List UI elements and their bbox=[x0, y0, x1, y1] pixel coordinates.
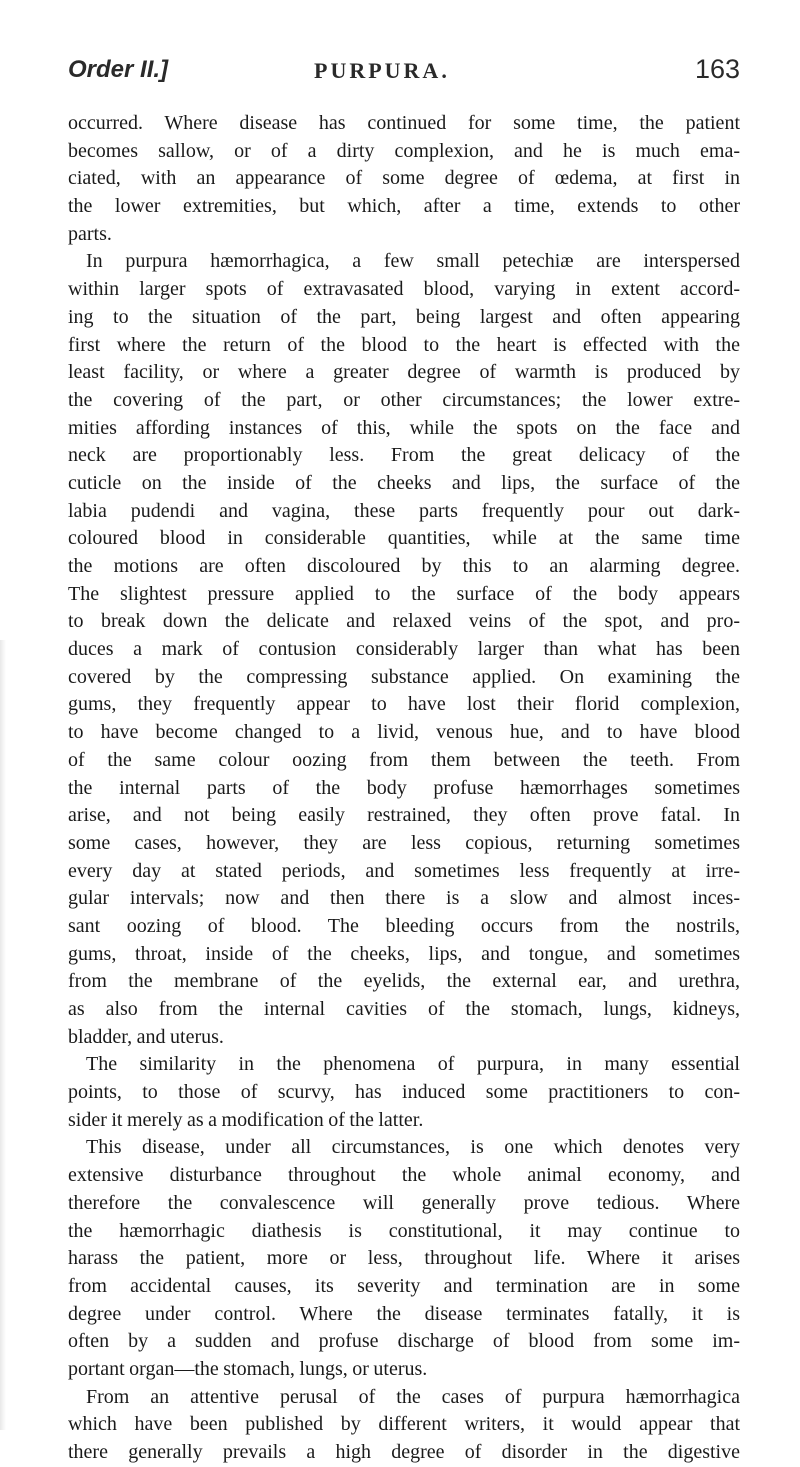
text-line: therefore the convalescence will generally prove tedious. Where bbox=[68, 1191, 740, 1214]
text-line: bladder, and uterus. bbox=[68, 1025, 224, 1048]
text-line: becomes sallow, or of a dirty complexion, and he is much ema- bbox=[68, 139, 740, 162]
text-line: ing to the situation of the part, being largest and often appearing bbox=[68, 305, 740, 328]
text-line: duces a mark of contusion considerably larger than what has been bbox=[68, 638, 740, 661]
text-line: gular intervals; now and then there is a slow and almost inces- bbox=[68, 887, 740, 910]
text-line: the lower extremities, but which, after a time, extends to other bbox=[68, 195, 740, 218]
text-line: which have been published by different writers, it would appear that bbox=[68, 1413, 740, 1436]
text-line: The slightest pressure applied to the surface of the body appears bbox=[68, 582, 740, 605]
header-section: Order II.] bbox=[68, 56, 169, 83]
text-line: within larger spots of extravasated blood, varying in extent accord- bbox=[68, 278, 740, 301]
body-text bbox=[68, 110, 740, 1467]
text-line: often by a sudden and profuse discharge of blood from some im- bbox=[68, 1330, 740, 1353]
text-line: as also from the internal cavities of the stomach, lungs, kidneys, bbox=[68, 998, 740, 1020]
text-line: the covering of the part, or other circumstances; the lower extre- bbox=[68, 388, 740, 411]
text-line: sant oozing of blood. The bleeding occurs from the nostrils, bbox=[68, 914, 740, 937]
text-line: occurred. Where disease has continued for some time, the patient bbox=[68, 112, 740, 134]
text-line: labia pudendi and vagina, these parts frequently pour out dark- bbox=[68, 499, 740, 522]
text-line: from accidental causes, its severity and termination are in some bbox=[68, 1274, 740, 1297]
running-header bbox=[68, 52, 740, 92]
text-line: cuticle on the inside of the cheeks and lips, the surface of the bbox=[68, 471, 740, 494]
text-line: arise, and not being easily restrained, they often prove fatal. In bbox=[68, 804, 740, 827]
text-line: some cases, however, they are less copious, returning sometimes bbox=[68, 831, 740, 854]
text-line: gums, throat, inside of the cheeks, lips, and tongue, and sometimes bbox=[68, 942, 740, 965]
text-line: to have become changed to a livid, venous hue, and to have blood bbox=[68, 721, 740, 744]
text-line: there generally prevails a high degree of disorder in the digestive bbox=[68, 1441, 740, 1463]
text-line: degree under control. Where the disease terminates fatally, it is bbox=[68, 1302, 740, 1325]
text-line: every day at stated periods, and sometimes less frequently at irre- bbox=[68, 859, 740, 882]
text-line: mities affording instances of this, while the spots on the face and bbox=[68, 416, 740, 439]
text-line: From an attentive perusal of the cases of purpura hæmorrhagica bbox=[86, 1385, 740, 1408]
text-line: first where the return of the blood to the heart is effected with the bbox=[68, 333, 740, 356]
text-line: of the same colour oozing from them between the teeth. From bbox=[68, 748, 740, 771]
text-line: portant organ—the stomach, lungs, or uterus. bbox=[68, 1357, 428, 1380]
text-line: the internal parts of the body profuse hæmorrhages sometimes bbox=[68, 776, 740, 799]
text-line: neck are proportionably less. From the great delicacy of the bbox=[68, 444, 740, 467]
text-line: coloured blood in considerable quantities, while at the same time bbox=[68, 527, 740, 550]
text-line: ciated, with an appearance of some degree of œdema, at first in bbox=[68, 167, 740, 190]
page-number: 163 bbox=[694, 54, 740, 84]
text-line: covered by the compressing substance applied. On examining the bbox=[68, 665, 740, 688]
text-line: the hæmorrhagic diathesis is constitutional, it may continue to bbox=[68, 1219, 740, 1242]
header-title: PURPURA. bbox=[314, 58, 450, 83]
text-line: This disease, under all circumstances, is one which denotes very bbox=[86, 1136, 740, 1159]
text-line: sider it merely as a modification of the latter. bbox=[68, 1108, 424, 1131]
text-line: points, to those of scurvy, has induced some practitioners to con- bbox=[68, 1081, 740, 1104]
text-line: harass the patient, more or less, throughout life. Where it arises bbox=[68, 1247, 740, 1270]
text-line: The similarity in the phenomena of purpura, in many essential bbox=[86, 1053, 740, 1076]
text-line: from the membrane of the eyelids, the external ear, and urethra, bbox=[68, 970, 740, 993]
text-line: In purpura hæmorrhagica, a few small petechiæ are interspersed bbox=[86, 250, 740, 273]
text-line: parts. bbox=[68, 222, 112, 245]
text-line: extensive disturbance throughout the whole animal economy, and bbox=[68, 1164, 740, 1187]
text-line: to break down the delicate and relaxed veins of the spot, and pro- bbox=[68, 610, 740, 633]
text-line: gums, they frequently appear to have lost their florid complexion, bbox=[68, 693, 740, 716]
text-line: the motions are often discoloured by this to an alarming degree. bbox=[68, 555, 740, 577]
text-line: least facility, or where a greater degree of warmth is produced by bbox=[68, 361, 740, 384]
page-edge-shadow bbox=[0, 640, 6, 1430]
